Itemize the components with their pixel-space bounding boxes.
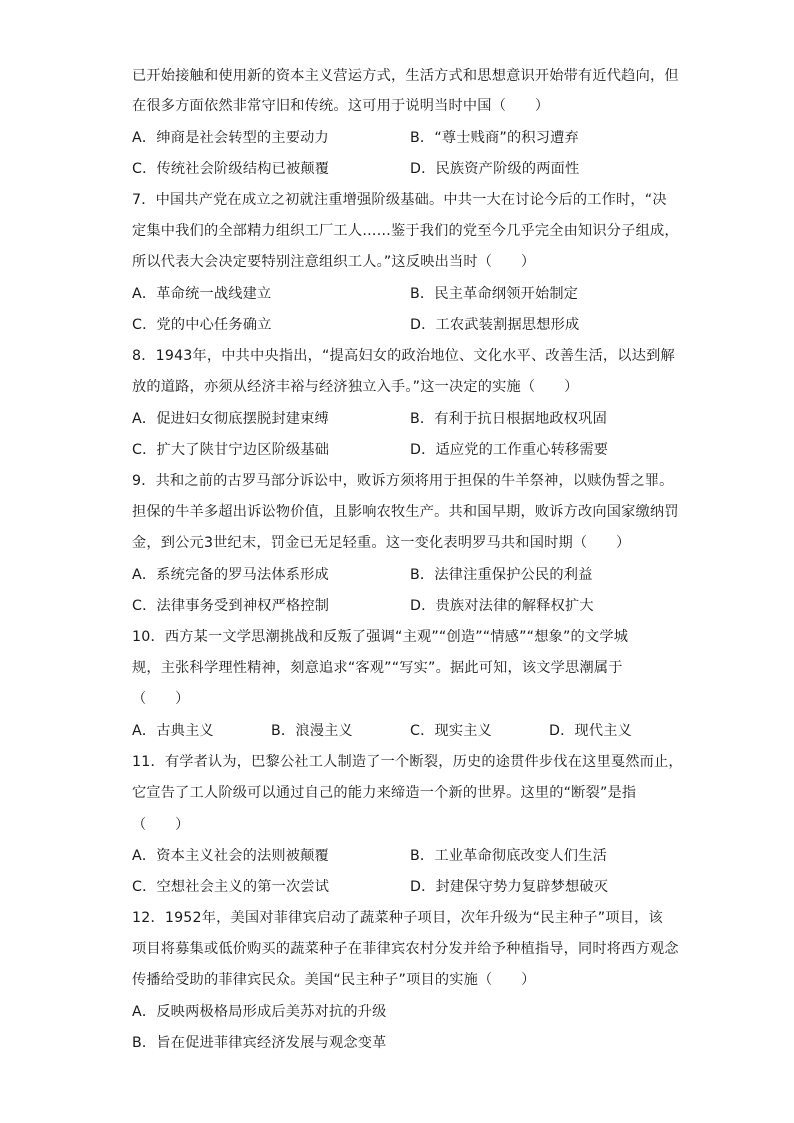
q9-stem-line-2: 担保的牛羊多超出诉讼物价值，且影响农牧生产。共和国早期，败诉方改向国家缴纳罚 <box>132 504 679 520</box>
q10-option-a: A．古典主义 <box>132 723 214 739</box>
q7-option-c: C．党的中心任务确立 <box>132 317 272 333</box>
q11-option-a: A．资本主义社会的法则被颠覆 <box>132 848 329 864</box>
q7-option-a: A．革命统一战线建立 <box>132 286 272 302</box>
q10-stem-line-2: 规，主张科学理性精神，刻意追求“客观”“写实”。据此可知，该文学思潮属于 <box>132 660 623 676</box>
q12-stem-line-1: 12．1952年，美国对菲律宾启动了蔬菜种子项目，次年升级为“民主种子”项目，该 <box>132 910 663 926</box>
q9-option-d: D．贵族对法律的解释权扩大 <box>410 598 594 614</box>
q7-option-b: B．民主革命纲领开始制定 <box>410 286 579 302</box>
q7-stem-line-2: 定集中我们的全部精力组织工厂工人……鉴于我们的党至今几乎完全由知识分子组成， <box>132 223 679 239</box>
q12-stem-line-2: 项目将募集或低价购买的蔬菜种子在菲律宾农村分发并给予种植指导，同时将西方观念 <box>132 941 679 957</box>
q10-answer-blank: （ ） <box>132 691 190 707</box>
q7-option-d: D．工农武装割据思想形成 <box>410 317 580 333</box>
q12-option-b: B．旨在促进菲律宾经济发展与观念变革 <box>132 1035 387 1051</box>
q9-option-c: C．法律事务受到神权严格控制 <box>132 598 330 614</box>
q11-option-c: C．空想社会主义的第一次尝试 <box>132 879 330 895</box>
q10-option-c: C．现实主义 <box>410 723 493 739</box>
q6-option-c: C．传统社会阶级结构已被颠覆 <box>132 161 330 177</box>
q10-option-d: D．现代主义 <box>549 723 633 739</box>
q10-stem-line-1: 10．西方某一文学思潮挑战和反叛了强调“主观”“创造”“情感”“想象”的文学城 <box>132 629 629 645</box>
q9-option-b: B．法律注重保护公民的利益 <box>410 567 593 583</box>
q6-stem-line-2: 在很多方面依然非常守旧和传统。这可用于说明当时中国（ ） <box>132 98 550 114</box>
q11-option-d: D．封建保守势力复辟梦想破灭 <box>410 879 609 895</box>
q11-option-b: B．工业革命彻底改变人们生活 <box>410 848 607 864</box>
q8-option-b: B．有利于抗日根据地政权巩固 <box>410 411 607 427</box>
q8-stem-line-1: 8．1943年，中共中央指出，“提高妇女的政治地位、文化水平、改善生活，以达到解 <box>132 348 675 364</box>
q12-option-a: A．反映两极格局形成后美苏对抗的升级 <box>132 1004 387 1020</box>
q11-stem-line-2: 它宣告了工人阶级可以通过自己的能力来缔造一个新的世界。这里的“断裂”是指 <box>132 785 637 801</box>
q12-stem-line-3: 传播给受助的菲律宾民众。美国“民主种子”项目的实施（ ） <box>132 972 536 988</box>
q8-option-d: D．适应党的工作重心转移需要 <box>410 442 609 458</box>
q8-option-a: A．促进妇女彻底摆脱封建束缚 <box>132 411 329 427</box>
q10-option-b: B．浪漫主义 <box>271 723 353 739</box>
q6-option-a: A．绅商是社会转型的主要动力 <box>132 130 329 146</box>
q11-answer-blank: （ ） <box>132 817 190 833</box>
q6-option-d: D．民族资产阶级的两面性 <box>410 161 580 177</box>
q7-stem-line-1: 7．中国共产党在成立之初就注重增强阶级基础。中共一大在讨论今后的工作时，“决 <box>132 192 667 208</box>
q6-option-b: B．“尊士贱商”的积习遭弃 <box>410 130 579 146</box>
q6-stem-line-1: 已开始接触和使用新的资本主义营运方式，生活方式和思想意识开始带有近代趋向，但 <box>132 68 679 84</box>
q8-stem-line-2: 放的道路，亦须从经济丰裕与经济独立入手。”这一决定的实施（ ） <box>132 379 579 395</box>
q7-stem-line-3: 所以代表大会决定要特别注意组织工人。”这反映出当时（ ） <box>132 254 536 270</box>
q11-stem-line-1: 11．有学者认为，巴黎公社工人制造了一个断裂，历史的途贯件步伐在这里戛然而止， <box>132 754 683 770</box>
q9-stem-line-1: 9．共和之前的古罗马部分诉讼中，败诉方须将用于担保的牛羊祭神，以赎伪誓之罪。 <box>132 473 674 489</box>
q9-option-a: A．系统完备的罗马法体系形成 <box>132 567 329 583</box>
q8-option-c: C．扩大了陕甘宁边区阶级基础 <box>132 442 330 458</box>
q9-stem-line-3: 金，到公元3世纪末，罚金已无足轻重。这一变化表明罗马共和国时期（ ） <box>132 535 631 551</box>
